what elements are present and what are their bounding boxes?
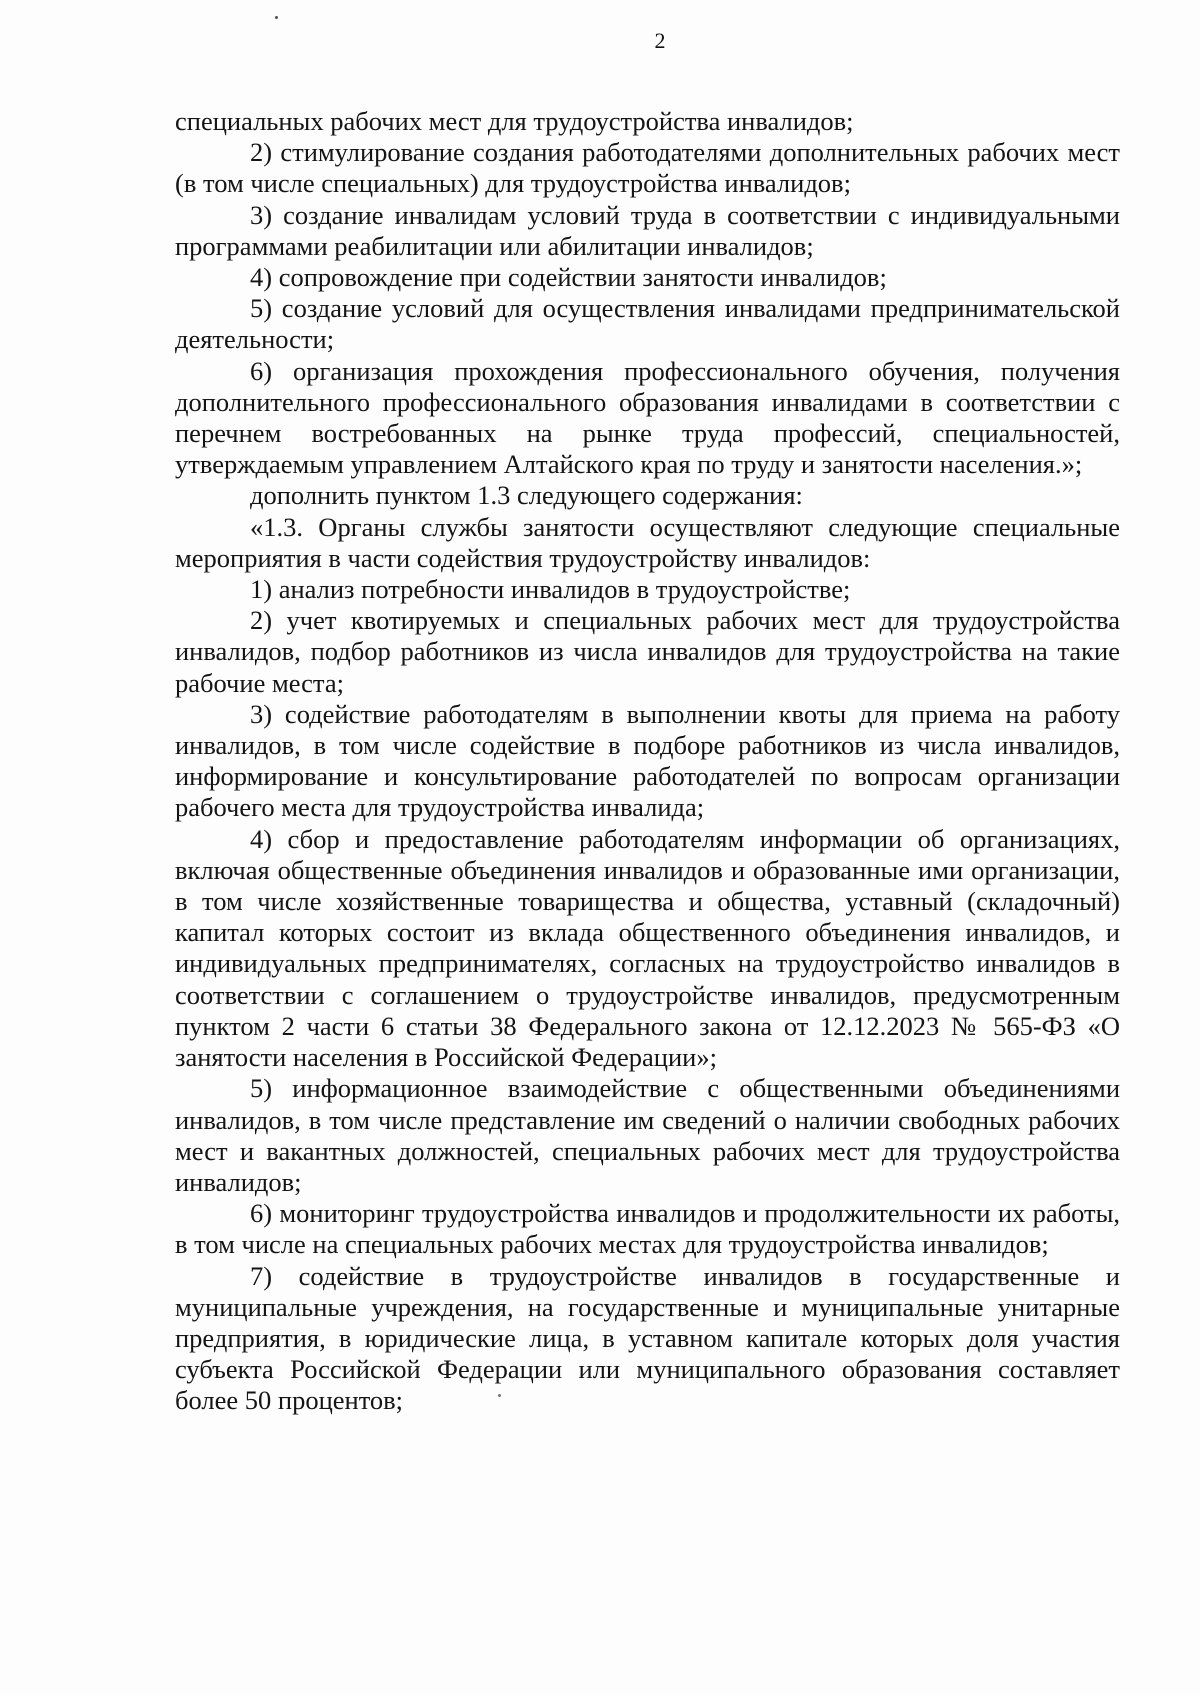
list-item: 5) информационное взаимодействие с общественными объединениями инвалидов, в том числе представление им сведений о наличии свободных рабочих мест и вакантных должностей, специальных рабочих мест для трудоустройства инвалидов; bbox=[175, 1073, 1120, 1197]
list-item: 3) создание инвалидам условий труда в соответствии с индивидуальными программами реабилитации или абилитации инвалидов; bbox=[175, 199, 1120, 261]
list-item: 5) создание условий для осуществления инвалидами предпринимательской деятельности; bbox=[175, 293, 1120, 355]
list-item: 7) содействие в трудоустройстве инвалидов в государственные и муниципальные учреждения, на государственные и муниципальные унитарные предприятия, в юридические лица, в уставном капитале которых доля участия субъекта Российской Федерации или муниципального образования составляет более 50 процентов; bbox=[175, 1260, 1120, 1416]
list-item: 3) содействие работодателям в выполнении квоты для приема на работу инвалидов, в том числе содействие в подборе работников из числа инвалидов, информирование и консультирование работодателей по вопросам организации рабочего места для трудоустройства инвалида; bbox=[175, 698, 1120, 823]
list-item: 1) анализ потребности инвалидов в трудоустройстве; bbox=[250, 574, 851, 605]
list-item: 6) мониторинг трудоустройства инвалидов и продолжительности их работы, в том числе на специальных рабочих местах для трудоустройства инвалидов; bbox=[175, 1198, 1120, 1260]
list-item: 2) стимулирование создания работодателями дополнительных рабочих мест (в том числе специальных) для трудоустройства инвалидов; bbox=[175, 137, 1120, 199]
paragraph: дополнить пунктом 1.3 следующего содержания: bbox=[250, 480, 803, 511]
scan-artifact bbox=[498, 1394, 501, 1397]
list-item: 6) организация прохождения профессионального обучения, получения дополнительного профессионального образования инвалидами в соответствии с перечнем востребованных на рынке труда профессий, специальностей, утверждаемым управлением Алтайского края по труду и занятости населения.»; bbox=[175, 355, 1120, 480]
list-item: 2) учет квотируемых и специальных рабочих мест для трудоустройства инвалидов, подбор работников из числа инвалидов для трудоустройства на такие рабочие места; bbox=[175, 605, 1120, 698]
list-item: 4) сбор и предоставление работодателям информации об организациях, включая общественные объединения инвалидов и образованные ими организации, в том числе хозяйственные товарищества и общества, уставный (складочный) капитал которых состоит из вклада общественного объединения инвалидов, и индивидуальных предпринимателях, согласных на трудоустройство инвалидов в соответствии с соглашением о трудоустройстве инвалидов, предусмотренным пунктом 2 части 6 статьи 38 Федерального закона от 12.12.2023 № 565-ФЗ «О занятости населения в Российской Федерации»; bbox=[175, 823, 1120, 1073]
document-body bbox=[175, 106, 1120, 1417]
scan-artifact bbox=[275, 16, 278, 19]
paragraph: специальных рабочих мест для трудоустройства инвалидов; bbox=[175, 106, 854, 136]
page-number: 2 bbox=[654, 28, 666, 53]
list-item: 4) сопровождение при содействии занятости инвалидов; bbox=[250, 262, 887, 293]
paragraph: «1.3. Органы службы занятости осуществляют следующие специальные мероприятия в части содействия трудоустройству инвалидов: bbox=[175, 511, 1120, 573]
